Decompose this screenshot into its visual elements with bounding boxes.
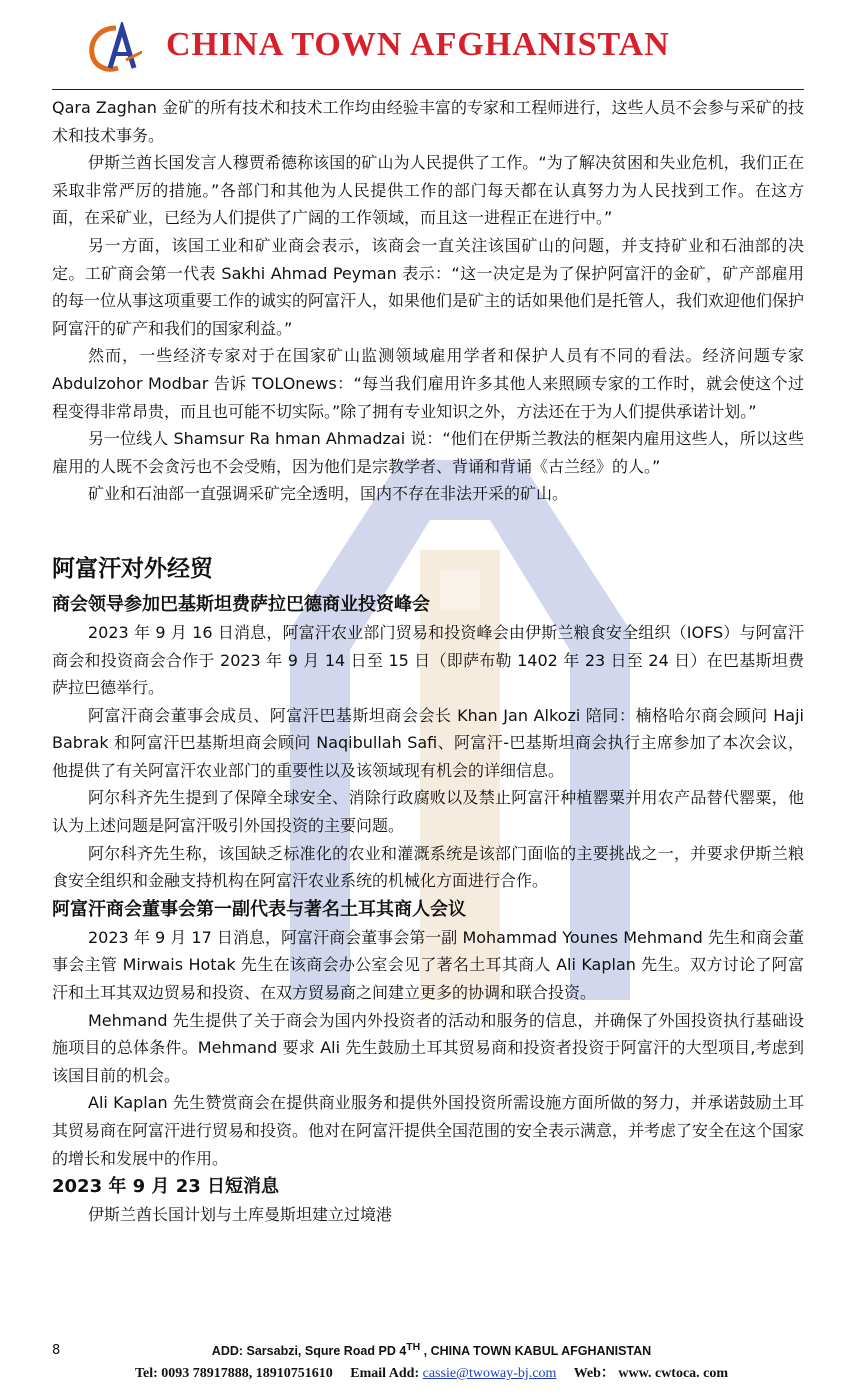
footer-address: [0, 1342, 863, 1358]
paragraph: Qara Zaghan 金矿的所有技术和技术工作均由经验丰富的专家和工程师进行，这些人员不会参与采矿的技术和技术事务。: [52, 98, 804, 145]
page-header: [0, 0, 863, 92]
paragraph: 阿富汗商会董事会成员、阿富汗巴基斯坦商会会长 Khan Jan Alkozi 陪同：楠格哈尔商会顾问 Haji Babrak 和阿富汗巴基斯坦商会顾问 Naqibullah Safi、阿富汗-巴基斯坦商会执行主席参加了本次会议，他提供了有关阿富汗农业部门的重要性以及该领域现有机会的详细信息。: [52, 705, 804, 780]
address-suffix: , CHINA TOWN KABUL AFGHANISTAN: [420, 1344, 652, 1359]
paragraph: 矿业和石油部一直强调采矿完全透明，国内不存在非法开采的矿山。: [88, 484, 569, 504]
page-number: 8: [52, 1343, 61, 1358]
header-divider: [52, 89, 804, 90]
brief-title: 2023 年 9 月 23 日短消息: [52, 1176, 280, 1198]
paragraph: Mehmand 先生提供了关于商会为国内外投资者的活动和服务的信息，并确保了外国投资执行基础设施项目的总体条件。Mehmand 要求 Ali 先生鼓励土耳其贸易商和投资者投资于阿富汗的大型项目,考虑到该国目前的机会。: [52, 1010, 804, 1085]
paragraph: 伊斯兰酋长国发言人穆贾希德称该国的矿山为人民提供了工作。“为了解决贫困和失业危机，我们正在采取非常严厉的措施。”各部门和其他为人民提供工作的部门每天都在认真努力为人民找到工作。在这方面，在采矿业，已经为人们提供了广阔的工作领域，而且这一进程正在进行中。”: [52, 153, 804, 228]
email-link[interactable]: cassie@twoway-bj.com: [422, 1366, 557, 1381]
brief-item: 伊斯兰酋长国计划与土库曼斯坦建立过境港: [88, 1205, 393, 1225]
paragraph: 然而，一些经济专家对于在国家矿山监测领域雇用学者和保护人员有不同的看法。经济问题专家 Abdulzohor Modbar 告诉 TOLOnews：“每当我们雇用许多其他人来照顾专家的工作时，就会使这个过程变得非常昂贵，而且也可能不切实际。”除了拥有专业知识之外，方法还在于为人们提供承诺计划。”: [52, 346, 804, 421]
article-body: [52, 94, 804, 1229]
article-title: 阿富汗商会董事会第一副代表与著名土耳其商人会议: [52, 898, 466, 920]
paragraph: 另一方面，该国工业和矿业商会表示，该商会一直关注该国矿山的问题，并支持矿业和石油部的决定。工矿商会第一代表 Sakhi Ahmad Peyman 表示：“这一决定是为了保护阿富汗的金矿，矿产部雇用的每一位从事这项重要工作的诚实的阿富汗人，如果他们是矿主的话如果他们是托管人，我们欢迎他们保护阿富汗的矿产和我们的国家利益。”: [52, 235, 805, 338]
paragraph: 阿尔科齐先生称，该国缺乏标准化的农业和灌溉系统是该部门面临的主要挑战之一，并要求伊斯兰粮食安全组织和金融支持机构在阿富汗农业系统的机械化方面进行合作。: [52, 843, 804, 891]
paragraph: 2023 年 9 月 16 日消息，阿富汗农业部门贸易和投资峰会由伊斯兰粮食安全组织（IOFS）与阿富汗商会和投资商会合作于 2023 年 9 月 14 日至 15 日（即萨布勒 1402 年 23 日至 24 日）在巴基斯坦费萨拉巴德举行。: [52, 622, 804, 698]
brand-title: CHINA TOWN AFGHANISTAN: [166, 26, 670, 63]
paragraph: 2023 年 9 月 17 日消息，阿富汗商会董事会第一副 Mohammad Younes Mehmand 先生和商会董事会主管 Mirwais Hotak 先生在该商会办公室会见了著名土耳其商人 Ali Kaplan 先生。双方讨论了阿富汗和土耳其双边贸易和投资、在双方贸易商之间建立更多的协调和联合投资。: [52, 927, 804, 1003]
tel-value: 0093 78917888, 18910751610: [161, 1366, 333, 1381]
email-label: Email Add:: [350, 1366, 420, 1381]
company-logo: [86, 22, 142, 74]
paragraph: Ali Kaplan 先生赞赏商会在提供商业服务和提供外国投资所需设施方面所做的努力，并承诺鼓励土耳其贸易商在阿富汗进行贸易和投资。他对在阿富汗提供全国范围的安全表示满意，并考虑了安全在这个国家的增长和发展中的作用。: [52, 1093, 805, 1168]
paragraph: 另一位线人 Shamsur Ra hman Ahmadzai 说：“他们在伊斯兰教法的框架内雇用这些人，所以这些雇用的人既不会贪污也不会受贿，因为他们是宗教学者、背诵和背诵《古兰经》的人。”: [52, 429, 804, 476]
web-link[interactable]: www. cwtoca. com: [618, 1366, 729, 1381]
address-superscript: TH: [406, 1342, 421, 1353]
paragraph: 阿尔科齐先生提到了保障全球安全、消除行政腐败以及禁止阿富汗种植罂粟并用农产品替代罂粟，他认为上述问题是阿富汗吸引外国投资的主要问题。: [52, 788, 804, 836]
address-text: ADD: Sarsabzi, Squre Road PD 4: [211, 1344, 407, 1359]
article-title: 商会领导参加巴基斯坦费萨拉巴德商业投资峰会: [52, 593, 430, 615]
footer-contact: [0, 1362, 863, 1382]
web-label: Web：: [573, 1366, 615, 1381]
page-footer: [0, 1340, 863, 1394]
tel-label: Tel:: [134, 1366, 158, 1381]
section-title: 阿富汗对外经贸: [52, 555, 213, 582]
